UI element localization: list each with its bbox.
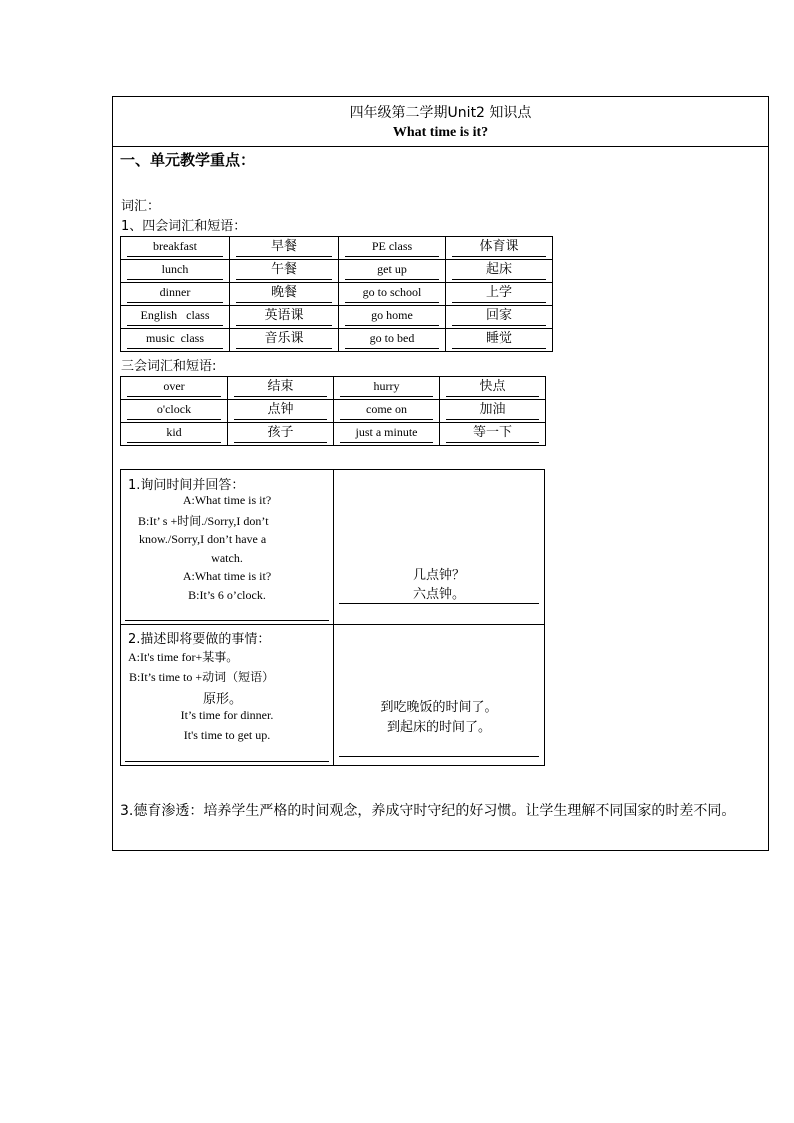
chinese-term: 加油 [479, 402, 506, 417]
underline [340, 442, 433, 443]
underline [127, 442, 221, 443]
ask-time-heading: 1.询问时间并回答： [128, 478, 245, 493]
vocab-row [121, 260, 553, 283]
chinese-term-cell [446, 237, 553, 260]
english-term: o'clock [156, 402, 192, 416]
english-term-cell [339, 237, 446, 260]
vocab-row [121, 377, 546, 400]
four-skill-table [120, 236, 553, 352]
chinese-term: 回家 [485, 308, 512, 323]
underline [452, 325, 546, 326]
underline [446, 396, 539, 397]
underline [452, 279, 546, 280]
vocab-row [121, 283, 553, 306]
english-term-cell [334, 377, 440, 400]
describe-heading: 2.描述即将要做的事情： [128, 632, 271, 647]
ask-time-cell [121, 470, 333, 624]
english-term-cell [339, 283, 446, 306]
dialogue-line: know./Sorry,I don’t have a [139, 532, 267, 546]
english-term: lunch [161, 262, 189, 276]
ask-time-translation-cell [333, 470, 545, 624]
section-heading: 一、单元教学重点： [120, 151, 256, 169]
chinese-term: 晚餐 [270, 285, 297, 300]
answer-line [125, 761, 329, 762]
underline [452, 256, 546, 257]
translation-line: 六点钟。 [412, 587, 465, 602]
english-term: over [163, 379, 185, 393]
chinese-term-cell [228, 423, 334, 446]
english-term: kid [166, 425, 182, 439]
underline [127, 302, 223, 303]
english-term-cell [339, 260, 446, 283]
vocab-label: 词汇： [121, 199, 161, 214]
underline [446, 419, 539, 420]
dialogue-line: 原形。 [203, 692, 243, 707]
chinese-term-cell [446, 329, 553, 352]
page-subtitle: What time is it? [392, 125, 489, 140]
underline [345, 348, 439, 349]
vocab-row [121, 400, 546, 423]
underline [452, 348, 546, 349]
chinese-term: 早餐 [270, 239, 297, 254]
english-term-cell [121, 283, 230, 306]
chinese-term: 结束 [267, 379, 294, 394]
english-term-cell [334, 400, 440, 423]
english-term: music class [146, 331, 204, 345]
underline [345, 256, 439, 257]
underline [236, 302, 332, 303]
moral-education-text: 3.德育渗透：培养学生严格的时间观念，养成守时守纪的好习惯。让学生理解不同国家的时差不同。 [120, 803, 736, 819]
underline [452, 302, 546, 303]
underline [446, 442, 539, 443]
english-term: go to school [362, 285, 422, 299]
underline [345, 325, 439, 326]
chinese-term-cell [230, 260, 339, 283]
chinese-term: 睡觉 [485, 331, 512, 346]
chinese-term-cell [440, 377, 546, 400]
chinese-term: 点钟 [267, 402, 294, 417]
three-skill-label: 三会词汇和短语: [121, 359, 217, 374]
vocab-row [121, 237, 553, 260]
vocab-row [121, 329, 553, 352]
underline [234, 442, 327, 443]
english-term-cell [121, 237, 230, 260]
english-term: get up [377, 262, 407, 276]
english-term: hurry [373, 379, 400, 393]
dialogue-line: A:What time is it? [182, 569, 272, 583]
dialogue-line: It's time to get up. [183, 728, 271, 742]
chinese-term-cell [446, 306, 553, 329]
chinese-term-cell [230, 237, 339, 260]
dialogue-line: It’s time for dinner. [180, 708, 274, 722]
underline [345, 279, 439, 280]
underline [340, 419, 433, 420]
chinese-term-cell [230, 329, 339, 352]
document-frame [112, 96, 769, 851]
chinese-term: 英语课 [264, 308, 304, 323]
chinese-term: 上学 [485, 285, 512, 300]
chinese-term: 音乐课 [264, 331, 304, 346]
dialogue-line: watch. [211, 551, 243, 565]
english-term: PE class [371, 239, 413, 253]
english-term: breakfast [153, 239, 197, 253]
chinese-term: 体育课 [479, 239, 519, 254]
translation-line: 到起床的时间了。 [386, 720, 491, 735]
chinese-term-cell [446, 283, 553, 306]
english-term-cell [121, 260, 230, 283]
chinese-term-cell [228, 377, 334, 400]
english-term-cell [121, 377, 228, 400]
sentence-box [120, 469, 545, 766]
english-term-cell [334, 423, 440, 446]
header [113, 97, 768, 147]
english-term-cell [121, 306, 230, 329]
chinese-term-cell [440, 423, 546, 446]
dialogue-line: A:It's time for+某事。 [128, 650, 239, 664]
english-term-cell [121, 329, 230, 352]
underline [127, 348, 223, 349]
underline [234, 396, 327, 397]
english-term-cell [339, 306, 446, 329]
four-skill-label: 1、四会词汇和短语： [121, 219, 247, 234]
underline [127, 419, 221, 420]
dialogue-line: B:It’ s +时间./Sorry,I don’t [138, 514, 269, 528]
underline [127, 279, 223, 280]
vocab-row [121, 306, 553, 329]
english-term: come on [366, 402, 407, 416]
chinese-term: 快点 [479, 379, 506, 394]
chinese-term-cell [230, 283, 339, 306]
chinese-term-cell [446, 260, 553, 283]
english-term: English class [140, 308, 210, 322]
underline [127, 325, 223, 326]
describe-translation-cell [333, 625, 545, 766]
answer-line [339, 603, 539, 604]
page-title: 四年级第二学期Unit2 知识点 [349, 105, 532, 121]
vocab-row [121, 423, 546, 446]
underline [236, 348, 332, 349]
answer-line [339, 756, 539, 757]
dialogue-line: A:What time is it? [182, 493, 272, 507]
english-term-cell [339, 329, 446, 352]
chinese-term-cell [228, 400, 334, 423]
chinese-term: 午餐 [270, 262, 297, 277]
chinese-term-cell [440, 400, 546, 423]
underline [127, 396, 221, 397]
translation-line: 到吃晚饭的时间了。 [380, 700, 498, 715]
chinese-term: 等一下 [472, 425, 512, 440]
underline [127, 256, 223, 257]
chinese-term: 起床 [485, 262, 512, 277]
underline [236, 256, 332, 257]
underline [236, 279, 332, 280]
english-term-cell [121, 423, 228, 446]
translation-line: 几点钟？ [412, 568, 465, 583]
english-term: go home [371, 308, 413, 322]
underline [236, 325, 332, 326]
chinese-term-cell [230, 306, 339, 329]
underline [340, 396, 433, 397]
underline [234, 419, 327, 420]
english-term: go to bed [369, 331, 415, 345]
chinese-term: 孩子 [267, 425, 294, 440]
english-term: just a minute [355, 425, 418, 439]
describe-cell [121, 625, 333, 766]
dialogue-line: B:It’s 6 o’clock. [188, 588, 266, 602]
answer-line [125, 620, 329, 621]
underline [345, 302, 439, 303]
three-skill-table [120, 376, 546, 446]
dialogue-line: B:It’s time to +动词（短语） [129, 670, 275, 684]
english-term: dinner [159, 285, 191, 299]
english-term-cell [121, 400, 228, 423]
